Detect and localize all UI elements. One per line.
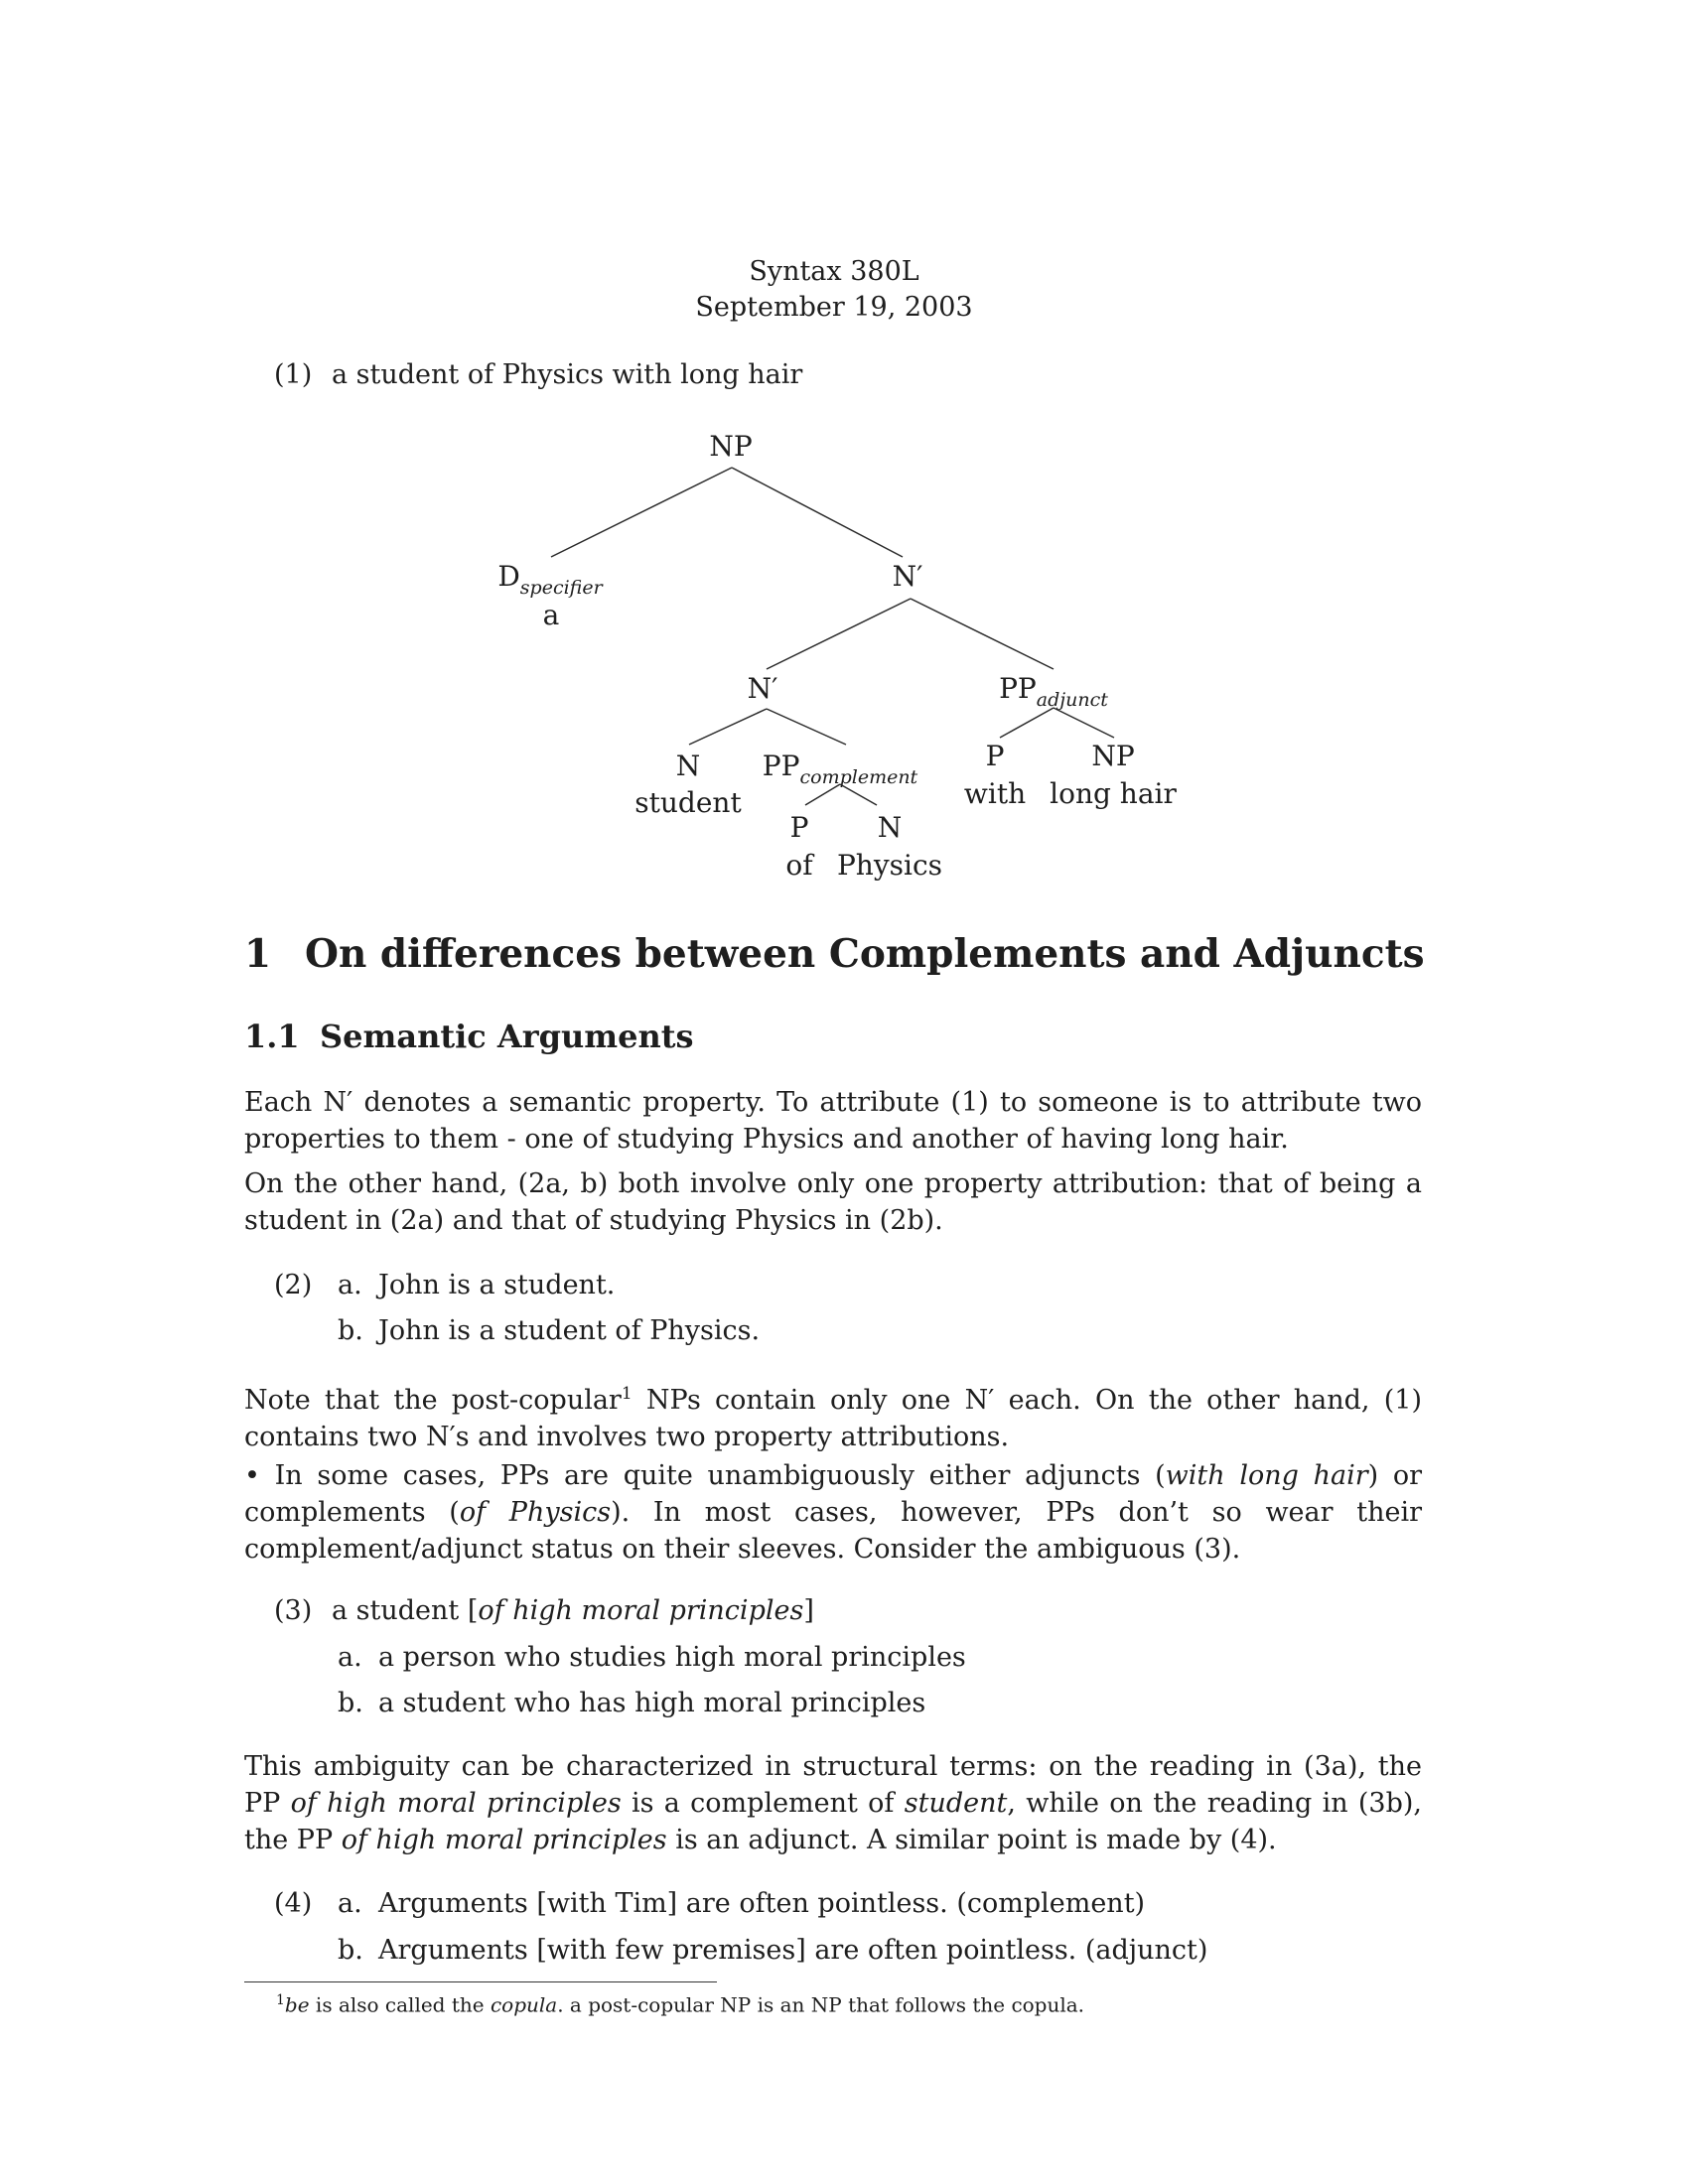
node-p-adj: P — [985, 740, 1005, 772]
paragraph-3-start: Note that the post-copular — [244, 1385, 622, 1416]
example-1-number: (1) — [274, 359, 313, 390]
example-3-text — [332, 1595, 814, 1626]
p4-text-a: In some cases, PPs are quite unambiguously either adjuncts ( — [259, 1460, 1166, 1491]
example-2b-label: b. — [338, 1315, 363, 1346]
ex3-text-a: a student [ — [332, 1595, 479, 1626]
node-n-comp: N — [877, 811, 903, 844]
node-pp-comp-label: PP — [762, 750, 800, 782]
p4-italic-1: with long hair — [1165, 1460, 1368, 1491]
node-pp-adjunct — [999, 672, 1108, 711]
paragraph-2: On the other hand, (2a, b) both involve only one property attribution: that of being a student in (2a) and that of studying Physics in (2b). — [244, 1168, 1422, 1236]
example-4a-label: a. — [338, 1888, 362, 1919]
p4-text-b: ) or complements ( — [244, 1460, 1423, 1528]
example-3-number: (3) — [274, 1595, 313, 1626]
word-a: a — [542, 599, 560, 631]
node-nbar-low: N′ — [747, 672, 778, 705]
header-date: September 19, 2003 — [695, 292, 973, 323]
branch-ppadj-p — [1000, 708, 1054, 738]
paragraph-3 — [244, 1376, 1422, 1455]
example-3a-label: a. — [338, 1642, 362, 1673]
p5-text-a: This ambiguity can be characterized in structural terms: on the reading in (3a), the PP — [244, 1751, 1422, 1819]
node-pp-complement — [763, 750, 917, 788]
footnote — [276, 1992, 1084, 2017]
footnote-rule — [244, 1981, 717, 1982]
word-of: of — [785, 849, 813, 882]
node-np-adj: NP — [1091, 740, 1135, 772]
node-pp-adj-label: PP — [999, 672, 1037, 705]
example-2a-label: a. — [338, 1270, 362, 1300]
node-d-subscript: specifier — [519, 577, 603, 599]
node-pp-adj-subscript: adjunct — [1036, 689, 1108, 711]
word-long-hair: long hair — [1050, 777, 1177, 810]
section-1-number: 1 — [244, 931, 272, 977]
node-d-label: D — [497, 560, 520, 593]
footnote-italic-copula: copula — [490, 1992, 558, 2017]
p5-text-c: , while on the reading in (3b), the PP — [244, 1788, 1423, 1855]
example-4b-text: Arguments [with few premises] are often pointless. (adjunct) — [378, 1935, 1208, 1966]
word-with: with — [963, 777, 1027, 810]
branch-nbar-ppcomp — [767, 709, 846, 745]
footnote-mark: 1 — [276, 1992, 285, 2008]
node-d-specifier — [497, 560, 602, 599]
example-1-text: a student of Physics with long hair — [332, 359, 803, 390]
node-pp-comp-subscript: complement — [799, 766, 918, 788]
example-3a-text: a person who studies high moral principles — [378, 1642, 966, 1673]
section-1-title: On differences between Complements and Adjuncts — [305, 931, 1425, 977]
example-2a-text: John is a student. — [378, 1270, 616, 1300]
branch-np-nbar — [732, 468, 903, 557]
example-3b-text: a student who has high moral principles — [378, 1688, 926, 1718]
p5-italic-2: student — [904, 1788, 1008, 1819]
paragraph-3-end: NPs contain only one N′ each. On the other hand, (1) contains two N′s and involves two property attributions. — [244, 1385, 1422, 1452]
paragraph-1: Each N′ denotes a semantic property. To attribute (1) to someone is to attribute two properties to them - one of studying Physics and another of having long hair. — [244, 1087, 1422, 1155]
branch-np-d — [551, 468, 732, 557]
example-4-number: (4) — [274, 1888, 313, 1919]
p4-text-c: ). In most cases, however, PPs don’t so wear their complement/adjunct status on their sleeves. Consider the ambiguous (3). — [244, 1497, 1423, 1565]
paragraph-4 — [244, 1457, 1422, 1568]
example-4a-text: Arguments [with Tim] are often pointless. (complement) — [378, 1888, 1146, 1919]
p5-italic-1: of high moral principles — [290, 1788, 622, 1819]
p4-italic-2: of Physics — [459, 1497, 612, 1528]
footnote-ref: 1 — [621, 1384, 633, 1404]
branch-nbar-n — [689, 709, 767, 745]
example-4b-label: b. — [338, 1935, 363, 1966]
section-1-1-number: 1.1 — [244, 1018, 300, 1055]
p5-text-d: is an adjunct. A similar point is made by (4). — [666, 1825, 1277, 1855]
word-physics: Physics — [836, 849, 943, 882]
section-1-1-title: Semantic Arguments — [320, 1018, 694, 1055]
p5-text-b: is a complement of — [621, 1788, 905, 1819]
footnote-text-1: is also called the — [309, 1992, 491, 2017]
syntax-tree — [0, 0, 1688, 893]
node-p-comp: P — [789, 811, 809, 844]
ex3-text-b: ] — [803, 1595, 814, 1626]
footnote-text-2: . a post-copular NP is an NP that follows the copula. — [557, 1992, 1085, 2017]
branch-nbar-nbar — [767, 599, 911, 669]
branch-nbar-ppadj — [911, 599, 1054, 669]
p5-italic-3: of high moral principles — [341, 1825, 667, 1855]
node-n: N — [675, 750, 701, 782]
branch-ppadj-np — [1054, 708, 1114, 738]
word-student: student — [634, 786, 742, 819]
node-np: NP — [709, 430, 753, 463]
course-title: Syntax 380L — [749, 256, 919, 287]
bullet: • — [244, 1460, 260, 1491]
paragraph-5 — [244, 1748, 1422, 1858]
example-2b-text: John is a student of Physics. — [378, 1315, 761, 1346]
footnote-italic-be: be — [284, 1992, 310, 2017]
ex3-italic: of high moral principles — [478, 1595, 804, 1626]
example-3b-label: b. — [338, 1688, 363, 1718]
node-nbar-top: N′ — [892, 560, 923, 593]
example-2-number: (2) — [274, 1270, 313, 1300]
